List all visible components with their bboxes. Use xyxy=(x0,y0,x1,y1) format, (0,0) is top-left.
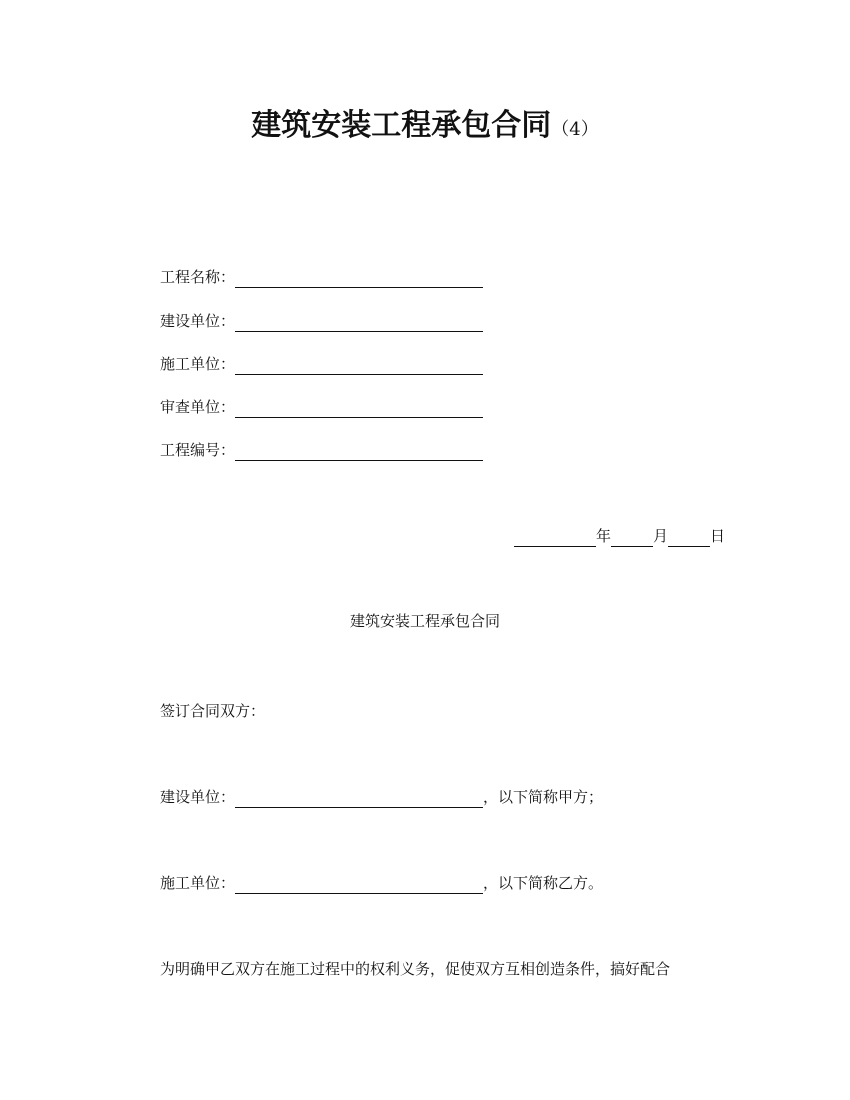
year-blank[interactable] xyxy=(514,530,596,547)
field-label: 施工单位： xyxy=(160,355,236,373)
field-review-unit xyxy=(160,396,483,418)
fill-blank-line[interactable] xyxy=(235,358,483,375)
field-construction-unit xyxy=(160,310,483,332)
party-a-label: 建设单位： xyxy=(160,788,236,806)
party-b-line xyxy=(160,872,603,894)
fill-blank-line[interactable] xyxy=(235,315,483,332)
field-label: 工程名称： xyxy=(160,268,236,286)
month-label: 月 xyxy=(652,527,668,545)
party-a-line xyxy=(160,786,603,808)
date-line xyxy=(514,525,725,547)
field-label: 审查单位： xyxy=(160,398,236,416)
party-b-blank[interactable] xyxy=(235,877,483,894)
fill-blank-line[interactable] xyxy=(235,271,483,288)
party-b-label: 施工单位： xyxy=(160,874,236,892)
contract-subtitle: 建筑安装工程承包合同 xyxy=(349,612,500,630)
title-main: 建筑安装工程承包合同 xyxy=(251,108,552,143)
field-label: 建设单位： xyxy=(160,312,236,330)
parties-heading-text: 签订合同双方： xyxy=(160,702,266,720)
intro-paragraph: 为明确甲乙双方在施工过程中的权利义务，促使双方互相创造条件，搞好配合 xyxy=(160,960,671,978)
title-suffix: （4） xyxy=(551,119,599,140)
fill-blank-line[interactable] xyxy=(235,444,483,461)
field-project-number xyxy=(160,439,483,461)
parties-heading xyxy=(160,700,265,722)
party-b-suffix: ，以下简称乙方。 xyxy=(483,874,604,892)
month-blank[interactable] xyxy=(611,530,653,547)
field-project-name xyxy=(160,266,483,288)
year-label: 年 xyxy=(595,527,611,545)
party-a-suffix: ，以下简称甲方； xyxy=(483,788,604,806)
field-label: 工程编号： xyxy=(160,441,236,459)
field-contractor-unit xyxy=(160,353,483,375)
day-blank[interactable] xyxy=(668,530,710,547)
day-label: 日 xyxy=(709,527,725,545)
fill-blank-line[interactable] xyxy=(235,401,483,418)
party-a-blank[interactable] xyxy=(235,791,483,808)
document-title xyxy=(0,100,850,144)
